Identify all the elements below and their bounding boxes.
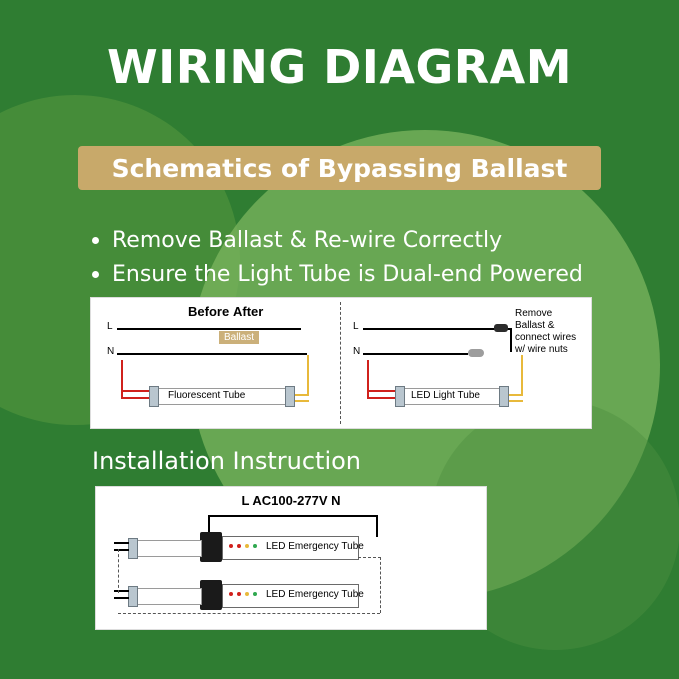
status-led-1c — [245, 544, 249, 548]
before-line-label-n: N — [107, 346, 115, 357]
after-wire-l-vertical — [510, 328, 512, 352]
subtitle-banner — [78, 146, 601, 190]
parallel-dash-right — [380, 557, 381, 613]
fluorescent-tube-cap-left — [149, 386, 159, 407]
after-title: After — [233, 304, 264, 319]
after-note-line-3: connect wires — [515, 332, 577, 343]
before-after-panel — [90, 297, 592, 429]
after-note-line-2: Ballast & — [515, 320, 555, 331]
status-led-2c — [245, 592, 249, 596]
install-tube-body-1 — [134, 540, 202, 557]
after-yellow-wire-vertical — [521, 355, 523, 394]
voltage-label: L AC100-277V N — [241, 493, 341, 508]
status-led-2b — [237, 592, 241, 596]
emergency-tube-label-2: LED Emergency Tube — [266, 589, 364, 600]
parallel-dash-right-top — [358, 557, 381, 558]
subtitle-text: Schematics of Bypassing Ballast — [111, 153, 568, 183]
emergency-driver-module-1 — [200, 532, 222, 562]
after-wire-n — [363, 353, 468, 355]
led-tube-cap-left — [395, 386, 405, 407]
parallel-dash-bottom — [118, 613, 380, 614]
led-tube-cap-right — [499, 386, 509, 407]
status-led-1a — [229, 544, 233, 548]
before-yellow-wire-vertical — [307, 355, 309, 394]
fluorescent-tube-cap-right — [285, 386, 295, 407]
status-led-2a — [229, 592, 233, 596]
install-pin-wire-2a — [114, 590, 129, 592]
install-tube-cap-2 — [128, 586, 138, 607]
install-tube-body-2 — [134, 588, 202, 605]
bullet-item-1 — [92, 228, 502, 253]
after-note-line-1: Remove — [515, 308, 553, 319]
after-note-line-4: w/ wire nuts — [515, 344, 568, 355]
install-tube-cap-1 — [128, 538, 138, 559]
emergency-driver-module-2 — [200, 580, 222, 610]
after-line-label-l: L — [353, 321, 359, 332]
before-line-label-l: L — [107, 321, 113, 332]
bullet-label-2: Ensure the Light Tube is Dual-end Powered — [112, 262, 583, 287]
wire-nut-connector-l — [494, 324, 508, 332]
emergency-tube-label-1: LED Emergency Tube — [266, 541, 364, 552]
bullet-dot-icon — [92, 237, 99, 244]
bullet-label-1: Remove Ballast & Re-wire Correctly — [112, 228, 503, 253]
install-pin-wire-2b — [114, 597, 129, 599]
ballast-box: Ballast — [219, 331, 259, 344]
fluorescent-tube-label: Fluorescent Tube — [168, 390, 246, 401]
installation-title: Installation Instruction — [92, 447, 362, 475]
status-led-1d — [253, 544, 257, 548]
supply-line-top — [208, 515, 378, 517]
status-led-2d — [253, 592, 257, 596]
bullet-item-2 — [92, 262, 583, 287]
after-note — [515, 308, 589, 356]
install-pin-wire-1b — [114, 549, 129, 551]
panel-divider — [340, 302, 341, 424]
led-tube-label: LED Light Tube — [411, 390, 480, 401]
page-title: WIRING DIAGRAM — [106, 40, 573, 94]
parallel-dash-left — [118, 549, 119, 593]
wire-nut-connector-n — [468, 349, 484, 357]
bullet-dot-icon — [92, 271, 99, 278]
supply-line-right-vertical — [376, 515, 378, 537]
install-pin-wire-1a — [114, 542, 129, 544]
installation-panel — [95, 486, 487, 630]
before-wire-l — [117, 328, 301, 330]
before-wire-n — [117, 353, 307, 355]
after-line-label-n: N — [353, 346, 361, 357]
before-title: Before — [188, 304, 230, 319]
after-wire-l — [363, 328, 511, 330]
status-led-1b — [237, 544, 241, 548]
